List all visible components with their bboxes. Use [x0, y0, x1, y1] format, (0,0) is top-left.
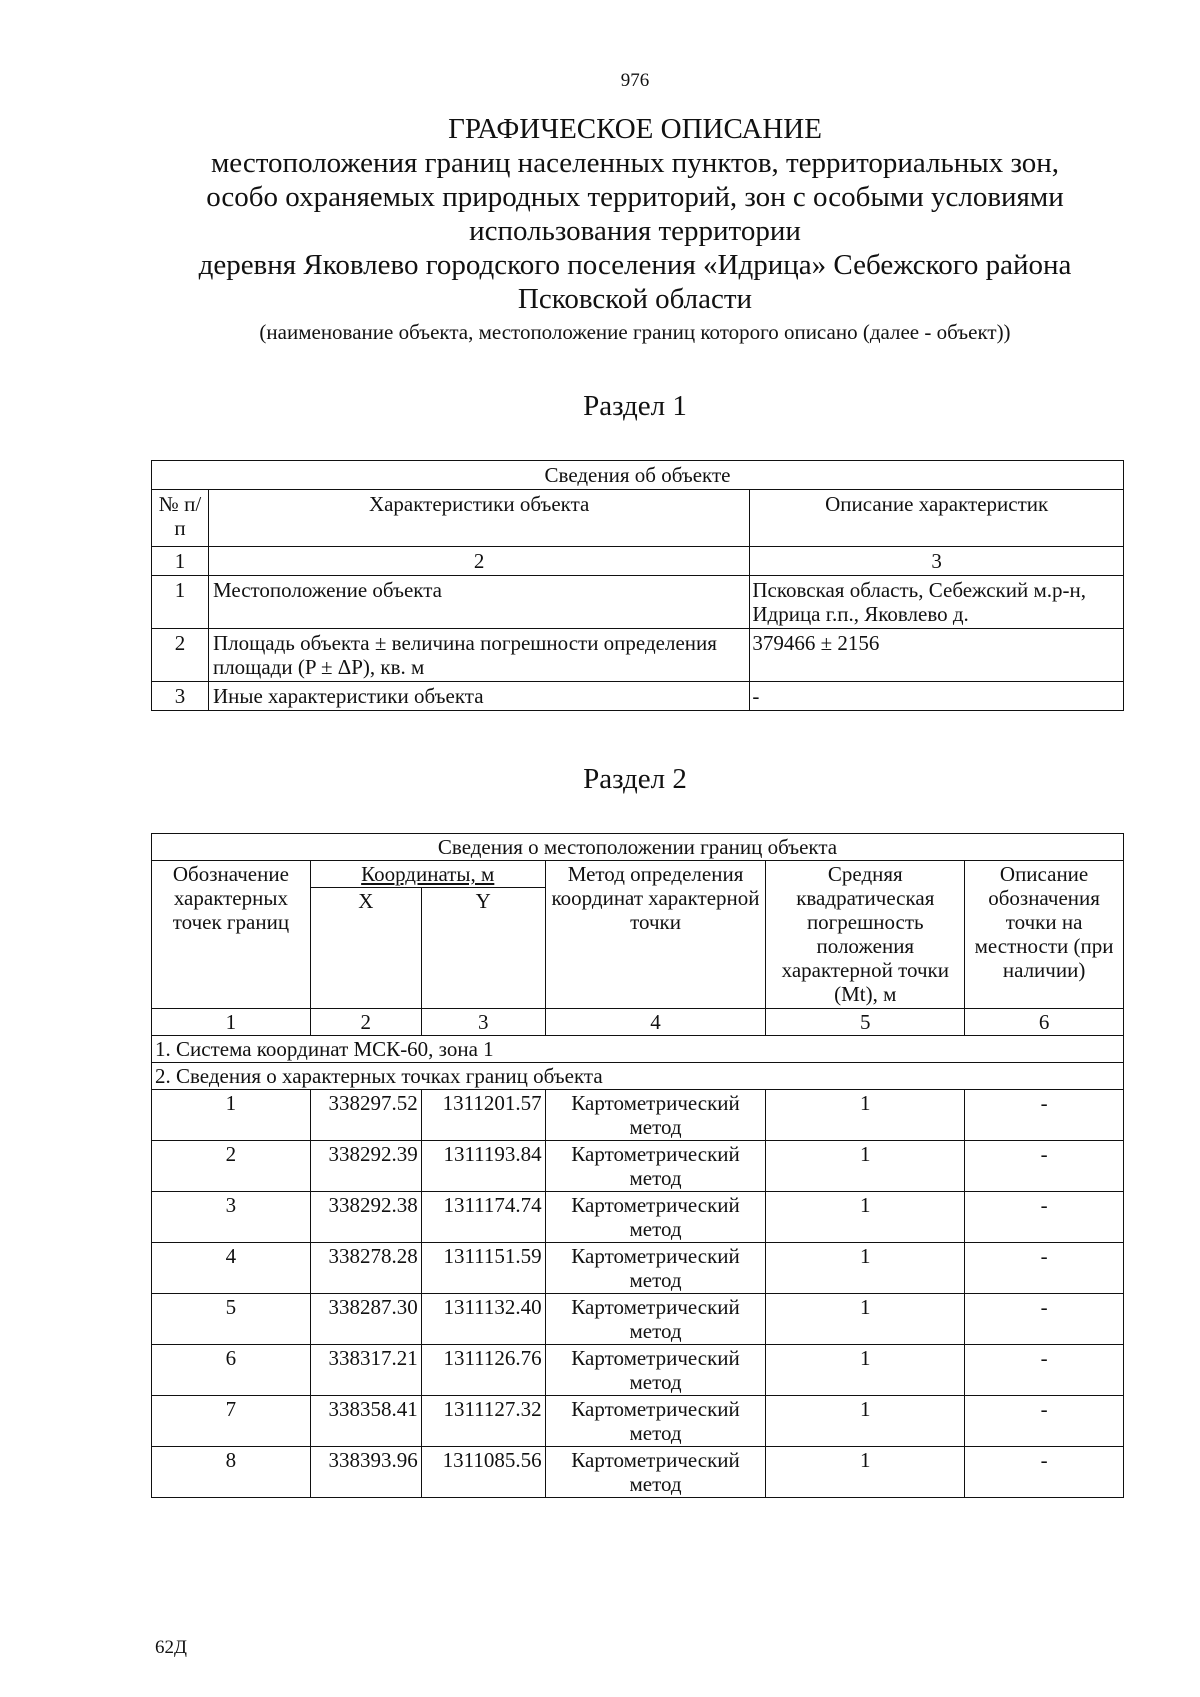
title-line: использования территории: [469, 215, 801, 247]
boundary-points-table: [151, 833, 1124, 1498]
row-num: 2: [152, 629, 209, 682]
point-mt: 1: [766, 1345, 965, 1396]
table-header-row: [152, 490, 1124, 547]
points-caption-row: [152, 1063, 1124, 1090]
point-method: Картометрический метод: [545, 1396, 766, 1447]
table-caption-row: [152, 834, 1124, 861]
point-x: 338297.52: [310, 1090, 421, 1141]
point-mt: 1: [766, 1090, 965, 1141]
point-method: Картометрический метод: [545, 1345, 766, 1396]
section1-heading: Раздел 1: [583, 390, 687, 422]
coordinate-system-row: [152, 1036, 1124, 1063]
table-caption: Сведения об объекте: [152, 461, 1124, 490]
table-row: [152, 682, 1124, 711]
footer-code: 62Д: [155, 1637, 187, 1658]
header-coordinates: [310, 861, 545, 888]
table-caption: Сведения о местоположении границ объекта: [152, 834, 1124, 861]
document-title: [150, 112, 1120, 346]
point-desc: -: [965, 1396, 1124, 1447]
point-mt: 1: [766, 1447, 965, 1498]
column-number: 2: [208, 547, 749, 576]
section2-heading: Раздел 2: [583, 763, 687, 795]
point-x: 338292.38: [310, 1192, 421, 1243]
header-description: Описание обозначения точки на местности (при наличии): [965, 861, 1124, 1009]
point-id: 6: [152, 1345, 311, 1396]
point-desc: -: [965, 1192, 1124, 1243]
point-id: 1: [152, 1090, 311, 1141]
point-method: Картометрический метод: [545, 1192, 766, 1243]
point-desc: -: [965, 1447, 1124, 1498]
header-characteristic: Характеристики объекта: [208, 490, 749, 547]
header-x: X: [310, 888, 421, 1009]
column-number: 3: [421, 1009, 545, 1036]
title-line: местоположения границ населенных пунктов, территориальных зон,: [210, 147, 1060, 179]
point-y: 1311127.32: [421, 1396, 545, 1447]
header-point: Обозначение характерных точек границ: [152, 861, 311, 1009]
point-mt: 1: [766, 1192, 965, 1243]
point-x: 338393.96: [310, 1447, 421, 1498]
table-row: [152, 1090, 1124, 1141]
point-method: Картометрический метод: [545, 1141, 766, 1192]
column-number: 6: [965, 1009, 1124, 1036]
row-name: Площадь объекта ± величина погрешности определения площади (P ± ΔP), кв. м: [208, 629, 749, 682]
row-value: 379466 ± 2156: [750, 629, 1124, 682]
row-name: Местоположение объекта: [208, 576, 749, 629]
point-x: 338317.21: [310, 1345, 421, 1396]
point-y: 1311132.40: [421, 1294, 545, 1345]
row-num: 3: [152, 682, 209, 711]
page-number: 976: [620, 70, 650, 91]
table-row: [152, 1243, 1124, 1294]
point-mt: 1: [766, 1396, 965, 1447]
points-caption: 2. Сведения о характерных точках границ объекта: [152, 1063, 1124, 1090]
point-mt: 1: [766, 1294, 965, 1345]
row-value: -: [750, 682, 1124, 711]
row-name: Иные характеристики объекта: [208, 682, 749, 711]
table-caption-row: [152, 461, 1124, 490]
point-x: 338278.28: [310, 1243, 421, 1294]
point-id: 4: [152, 1243, 311, 1294]
point-method: Картометрический метод: [545, 1294, 766, 1345]
column-number: 3: [750, 547, 1124, 576]
point-method: Картометрический метод: [545, 1243, 766, 1294]
column-number: 1: [152, 547, 209, 576]
table-row: [152, 1192, 1124, 1243]
header-num: № п/п: [152, 490, 209, 547]
table-row: [152, 1396, 1124, 1447]
point-y: 1311193.84: [421, 1141, 545, 1192]
point-y: 1311174.74: [421, 1192, 545, 1243]
point-x: 338358.41: [310, 1396, 421, 1447]
table-row: [152, 1141, 1124, 1192]
point-id: 5: [152, 1294, 311, 1345]
point-x: 338287.30: [310, 1294, 421, 1345]
header-coordinates-label: Координаты, м: [361, 862, 495, 886]
row-num: 1: [152, 576, 209, 629]
header-y: Y: [421, 888, 545, 1009]
table-row: [152, 1294, 1124, 1345]
title-main: ГРАФИЧЕСКОЕ ОПИСАНИЕ: [448, 113, 822, 145]
title-line: Псковской области: [517, 283, 753, 315]
point-id: 7: [152, 1396, 311, 1447]
point-y: 1311201.57: [421, 1090, 545, 1141]
column-number: 4: [545, 1009, 766, 1036]
point-y: 1311126.76: [421, 1345, 545, 1396]
point-y: 1311085.56: [421, 1447, 545, 1498]
header-method: Метод определения координат характерной точки: [545, 861, 766, 1009]
title-line: особо охраняемых природных территорий, зон с особыми условиями: [206, 181, 1064, 213]
point-method: Картометрический метод: [545, 1447, 766, 1498]
point-desc: -: [965, 1243, 1124, 1294]
point-desc: -: [965, 1345, 1124, 1396]
title-line: деревня Яковлево городского поселения «Идрица» Себежского района: [198, 249, 1072, 281]
title-note: (наименование объекта, местоположение границ которого описано (далее - объект)): [259, 320, 1011, 344]
point-x: 338292.39: [310, 1141, 421, 1192]
column-number: 2: [310, 1009, 421, 1036]
point-desc: -: [965, 1090, 1124, 1141]
column-number-row: [152, 547, 1124, 576]
coordinate-system: 1. Система координат МСК-60, зона 1: [152, 1036, 1124, 1063]
header-description: Описание характеристик: [750, 490, 1124, 547]
table-row: [152, 576, 1124, 629]
point-mt: 1: [766, 1141, 965, 1192]
column-number: 1: [152, 1009, 311, 1036]
column-number: 5: [766, 1009, 965, 1036]
table-row: [152, 629, 1124, 682]
point-id: 3: [152, 1192, 311, 1243]
table-row: [152, 1447, 1124, 1498]
point-desc: -: [965, 1141, 1124, 1192]
column-number-row: [152, 1009, 1124, 1036]
point-y: 1311151.59: [421, 1243, 545, 1294]
point-id: 2: [152, 1141, 311, 1192]
point-desc: -: [965, 1294, 1124, 1345]
row-value: Псковская область, Себежский м.р-н, Идрица г.п., Яковлево д.: [750, 576, 1124, 629]
table-row: [152, 1345, 1124, 1396]
point-method: Картометрический метод: [545, 1090, 766, 1141]
point-mt: 1: [766, 1243, 965, 1294]
table-header-row: [152, 861, 1124, 888]
object-info-table: [151, 460, 1124, 711]
point-id: 8: [152, 1447, 311, 1498]
header-error: Средняя квадратическая погрешность положения характерной точки (Mt), м: [766, 861, 965, 1009]
